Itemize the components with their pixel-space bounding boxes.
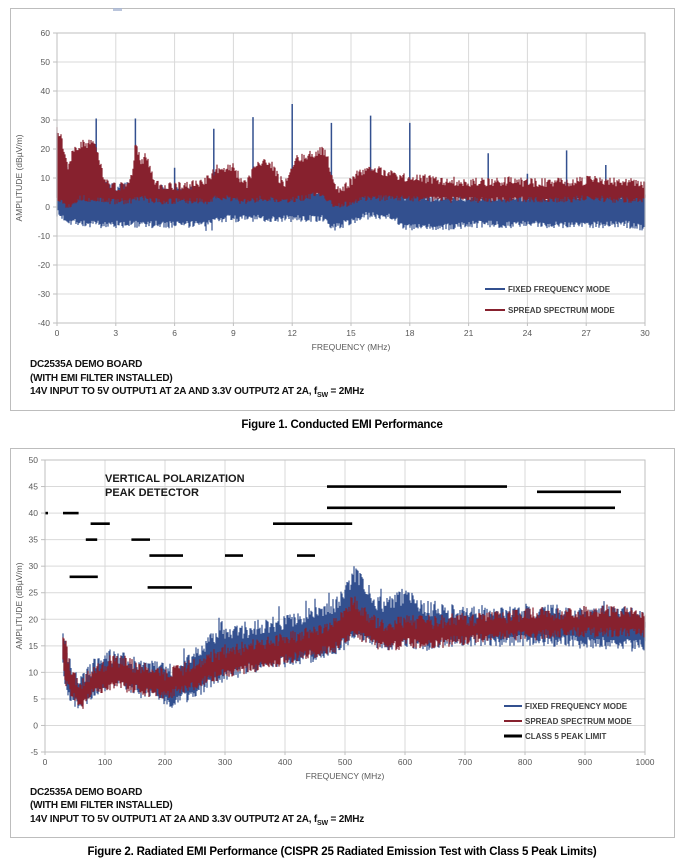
svg-text:20: 20 (41, 144, 51, 154)
svg-text:200: 200 (158, 757, 172, 767)
footnote-line: DC2535A DEMO BOARD (30, 786, 666, 800)
y-axis-title: AMPLITUDE (dBµV/m) (14, 134, 24, 221)
svg-text:18: 18 (405, 328, 415, 338)
class5-peak-limit-lines (45, 486, 621, 587)
radiated-emi-chart (11, 449, 674, 785)
footnote-line: DC2535A DEMO BOARD (30, 358, 666, 372)
svg-text:24: 24 (523, 328, 533, 338)
svg-text:6: 6 (172, 328, 177, 338)
svg-text:-30: -30 (38, 289, 51, 299)
svg-text:VERTICAL POLARIZATION: VERTICAL POLARIZATION (105, 473, 245, 485)
legend (504, 702, 632, 741)
svg-text:40: 40 (29, 508, 39, 518)
legend-label: FIXED FREQUENCY MODE (525, 702, 628, 711)
svg-text:20: 20 (29, 614, 39, 624)
datasheet-page (0, 8, 684, 858)
svg-text:5: 5 (33, 693, 38, 703)
svg-text:45: 45 (29, 481, 39, 491)
conducted-emi-chart (11, 9, 674, 357)
svg-text:30: 30 (640, 328, 650, 338)
svg-text:PEAK DETECTOR: PEAK DETECTOR (105, 487, 199, 499)
footnote-line: (WITH EMI FILTER INSTALLED) (30, 799, 666, 813)
legend-label: CLASS 5 PEAK LIMIT (525, 732, 606, 741)
svg-text:40: 40 (41, 86, 51, 96)
svg-text:100: 100 (98, 757, 112, 767)
plot-annotation (105, 473, 245, 499)
x-axis-title: FREQUENCY (MHz) (306, 771, 385, 781)
svg-text:1000: 1000 (636, 757, 655, 767)
page-top-artifact (113, 8, 122, 11)
svg-text:30: 30 (41, 115, 51, 125)
svg-text:800: 800 (518, 757, 532, 767)
figure-1-panel (10, 8, 675, 411)
legend-label: SPREAD SPECTRUM MODE (525, 717, 632, 726)
y-axis-title: AMPLITUDE (dBµV/m) (14, 562, 24, 649)
svg-text:12: 12 (287, 328, 297, 338)
svg-text:900: 900 (578, 757, 592, 767)
svg-text:700: 700 (458, 757, 472, 767)
svg-text:60: 60 (41, 28, 51, 38)
svg-text:21: 21 (464, 328, 474, 338)
svg-text:15: 15 (29, 640, 39, 650)
figure-2-panel (10, 448, 675, 839)
legend (485, 285, 615, 315)
figure-2-footnote (11, 785, 674, 838)
svg-text:25: 25 (29, 587, 39, 597)
svg-text:10: 10 (29, 667, 39, 677)
footnote-line: (WITH EMI FILTER INSTALLED) (30, 372, 666, 386)
figure-1-block (0, 8, 684, 431)
svg-text:400: 400 (278, 757, 292, 767)
svg-text:30: 30 (29, 561, 39, 571)
svg-text:0: 0 (45, 202, 50, 212)
svg-text:0: 0 (33, 720, 38, 730)
svg-text:50: 50 (29, 455, 39, 465)
svg-text:-5: -5 (30, 747, 38, 757)
svg-text:0: 0 (55, 328, 60, 338)
svg-text:500: 500 (338, 757, 352, 767)
figure-2-caption: Figure 2. Radiated EMI Performance (CISPR 25 Radiated Emission Test with Class 5 Peak Limits) (0, 846, 684, 858)
svg-text:-20: -20 (38, 260, 51, 270)
svg-text:35: 35 (29, 534, 39, 544)
footnote-line: 14V INPUT TO 5V OUTPUT1 AT 2A AND 3.3V OUTPUT2 AT 2A, $f_{SW} = 2MHz$ (30, 385, 666, 403)
svg-text:300: 300 (218, 757, 232, 767)
x-axis-title: FREQUENCY (MHz) (312, 342, 391, 352)
figure-1-footnote (11, 357, 674, 410)
figure-2-block (0, 448, 684, 858)
svg-text:3: 3 (113, 328, 118, 338)
svg-text:10: 10 (41, 173, 51, 183)
figure-1-caption: Figure 1. Conducted EMI Performance (0, 419, 684, 431)
svg-text:-40: -40 (38, 318, 51, 328)
legend-label: SPREAD SPECTRUM MODE (508, 306, 615, 315)
legend-label: FIXED FREQUENCY MODE (508, 285, 611, 294)
svg-text:0: 0 (43, 757, 48, 767)
svg-text:600: 600 (398, 757, 412, 767)
svg-text:-10: -10 (38, 231, 51, 241)
footnote-line: 14V INPUT TO 5V OUTPUT1 AT 2A AND 3.3V OUTPUT2 AT 2A, $f_{SW} = 2MHz$ (30, 813, 666, 831)
svg-text:15: 15 (346, 328, 356, 338)
svg-text:27: 27 (581, 328, 591, 338)
svg-text:50: 50 (41, 57, 51, 67)
svg-text:9: 9 (231, 328, 236, 338)
